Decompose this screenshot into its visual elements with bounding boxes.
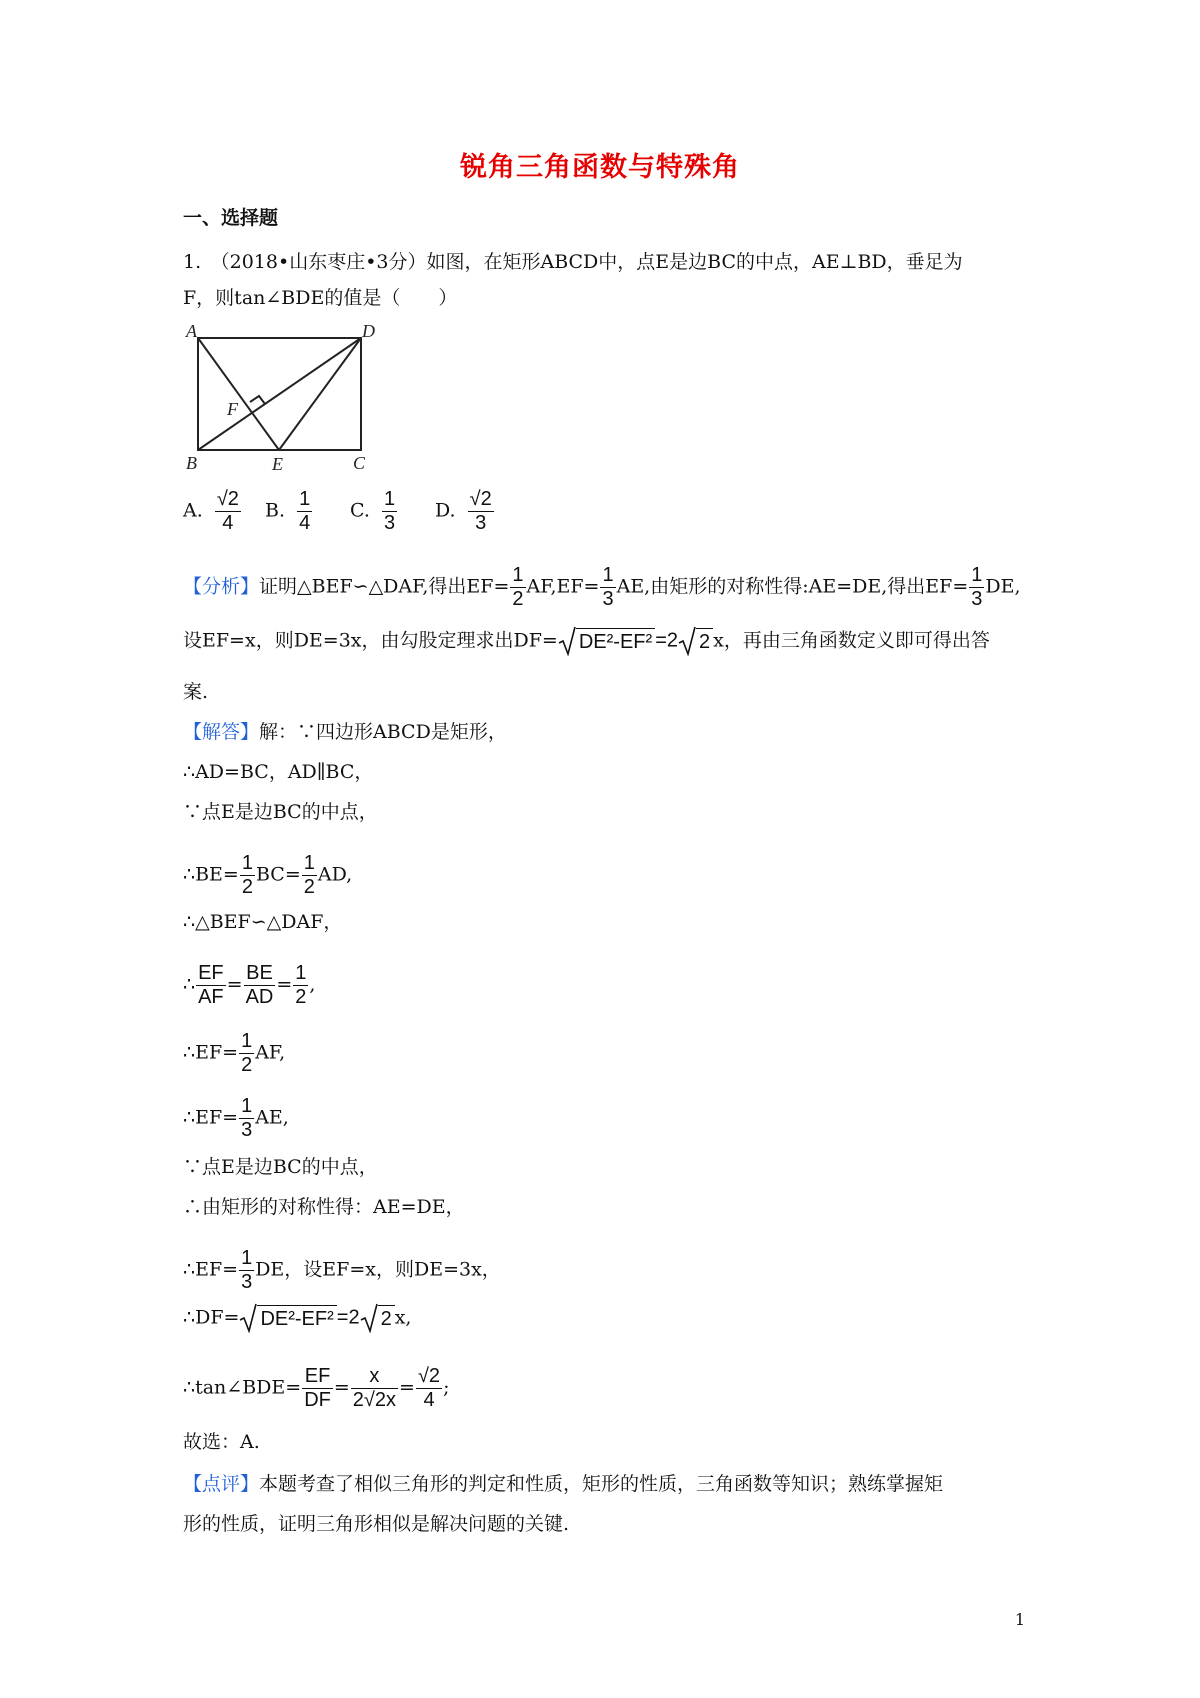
fraction-root2-4 <box>416 1365 442 1412</box>
denominator: 4 <box>423 1389 435 1411</box>
option-c-numerator: 1 <box>383 488 396 510</box>
solution-text: ∴DF= <box>183 1306 240 1329</box>
radicand: 2 <box>696 628 713 655</box>
option-b-numerator: 1 <box>299 488 311 510</box>
denominator: 3 <box>241 1271 253 1293</box>
numerator: 1 <box>971 564 983 586</box>
coefficient: =2 <box>655 629 678 652</box>
option-b[interactable] <box>265 488 313 535</box>
option-b-fraction <box>297 488 312 535</box>
analysis-text: AF,EF= <box>526 575 600 598</box>
comment-text: 本题考查了相似三角形的判定和性质，矩形的性质，三角函数等知识；熟练掌握矩 <box>259 1473 944 1495</box>
fraction-be-ad <box>244 962 276 1009</box>
fraction-third <box>969 564 984 611</box>
segment-de <box>279 338 361 450</box>
label-f: F <box>227 399 238 419</box>
label-e: E <box>272 454 283 472</box>
solution-text: DE，设EF=x，则DE=3x， <box>255 1258 501 1281</box>
option-c-denominator: 3 <box>383 512 396 534</box>
option-a-numerator: √2 <box>216 488 239 510</box>
analysis-text: 设EF=x，则DE=3x，由勾股定理求出DF= <box>183 629 558 652</box>
comment-line-2: 形的性质，证明三角形相似是解决问题的关键. <box>183 1513 570 1535</box>
solution-line-8 <box>183 1095 289 1142</box>
denominator: DF <box>304 1389 331 1411</box>
analysis-text: DE, <box>985 575 1021 598</box>
solution-text: ∴BE= <box>183 863 239 886</box>
numerator: 1 <box>241 1095 253 1117</box>
question-text-line-1: 1. （2018•山东枣庄•3分）如图，在矩形ABCD中，点E是边BC的中点，AE⊥BD，垂足为 <box>183 251 963 273</box>
page-title: 锐角三角函数与特殊角 <box>460 152 740 183</box>
solution-text: ∴EF= <box>183 1041 239 1064</box>
question-text-line-2: F，则tan∠BDE的值是（ ） <box>183 287 458 309</box>
comment-line-1 <box>183 1472 943 1496</box>
equals-sign: = <box>226 973 243 996</box>
solution-text: ∴EF= <box>183 1106 239 1129</box>
solution-line-7 <box>183 1030 285 1077</box>
fraction-half <box>240 852 255 899</box>
fraction-x <box>351 1365 398 1412</box>
solution-text: 解：∵四边形ABCD是矩形， <box>259 721 507 743</box>
label-a: A <box>186 322 197 341</box>
right-angle-mark <box>250 396 265 404</box>
numerator: x <box>351 1365 398 1389</box>
solution-text: ∴tan∠BDE= <box>183 1376 302 1399</box>
solution-text: x, <box>394 1306 412 1329</box>
fraction-third <box>600 564 615 611</box>
option-a-fraction <box>215 488 241 535</box>
numerator: 1 <box>602 564 614 586</box>
sqrt-two <box>360 1305 395 1332</box>
numerator: EF <box>302 1365 333 1389</box>
solution-line-10: ∴由矩形的对称性得：AE=DE， <box>183 1196 465 1218</box>
sqrt-two <box>678 628 713 655</box>
solution-answer: 故选：A. <box>183 1431 260 1453</box>
option-a-denominator: 4 <box>222 512 234 534</box>
numerator: √2 <box>417 1365 441 1387</box>
equals-sign: = <box>276 973 293 996</box>
denominator: 2 <box>303 876 315 898</box>
option-a[interactable] <box>183 488 242 535</box>
page-number: 1 <box>1014 1610 1025 1629</box>
solution-line-2: ∴AD=BC，AD∥BC， <box>183 761 374 783</box>
option-d-fraction <box>468 488 494 535</box>
equals-sign: = <box>399 1376 415 1399</box>
label-b: B <box>186 453 197 472</box>
numerator: 1 <box>241 1030 253 1052</box>
solution-text: , <box>309 973 316 996</box>
radicand: 2 <box>378 1305 395 1332</box>
solution-tag: 【解答】 <box>183 721 260 743</box>
option-c-fraction <box>382 488 397 535</box>
radical-icon <box>360 1303 378 1333</box>
numerator: EF <box>198 962 224 984</box>
numerator: 1 <box>512 564 524 586</box>
option-b-denominator: 4 <box>299 512 311 534</box>
solution-line-3: ∵点E是边BC的中点， <box>183 801 378 823</box>
fraction-ef-af <box>196 962 226 1009</box>
solution-text: ∴EF= <box>183 1258 239 1281</box>
solution-text: AE, <box>255 1106 289 1129</box>
fraction-half <box>239 1030 254 1077</box>
numerator: 1 <box>303 852 315 874</box>
equals-sign: = <box>333 1376 350 1399</box>
section-heading: 一、选择题 <box>183 207 279 229</box>
denominator: 2 <box>512 588 524 610</box>
rectangle-figure <box>180 322 380 472</box>
radical-icon <box>239 1303 257 1333</box>
solution-line-6 <box>183 962 315 1009</box>
option-d-denominator: 3 <box>475 512 487 534</box>
denominator: 2 <box>295 986 307 1008</box>
radical-icon <box>558 626 576 656</box>
analysis-tag: 【分析】 <box>183 575 260 598</box>
label-c: C <box>353 453 366 472</box>
analysis-line-1 <box>183 564 1021 611</box>
denominator: 2√2x <box>352 1389 397 1411</box>
solution-line-4 <box>183 852 352 899</box>
fraction-half <box>302 852 317 899</box>
fraction-ef-df <box>302 1365 333 1412</box>
fraction-third <box>239 1247 254 1294</box>
segment-ae <box>198 338 279 450</box>
fraction-third <box>239 1095 254 1142</box>
denominator: 2 <box>241 876 253 898</box>
denominator: 2 <box>241 1054 253 1076</box>
fraction-half <box>510 564 525 611</box>
coefficient: =2 <box>336 1306 360 1329</box>
radical-icon <box>678 626 696 656</box>
option-a-label: A. <box>183 499 203 522</box>
sqrt-expression <box>239 1305 336 1332</box>
solution-text: AF, <box>255 1041 286 1064</box>
analysis-text: AE,由矩形的对称性得:AE=DE,得出EF= <box>616 575 969 598</box>
solution-text: BC= <box>255 863 301 886</box>
analysis-line-2 <box>183 628 990 655</box>
numerator: BE <box>244 962 276 986</box>
solution-line-11 <box>183 1247 501 1294</box>
option-d-label: D. <box>435 499 456 522</box>
option-b-label: B. <box>265 499 286 522</box>
radicand: DE²-EF² <box>257 1305 336 1332</box>
solution-line-9: ∵点E是边BC的中点， <box>183 1156 378 1178</box>
denominator: AF <box>198 986 224 1008</box>
solution-line-5: ∴△BEF∽△DAF， <box>183 911 343 933</box>
solution-line-1 <box>183 720 507 744</box>
radicand: DE²-EF² <box>576 628 655 655</box>
denominator: AD <box>245 986 274 1008</box>
option-d[interactable] <box>435 488 495 535</box>
numerator: 1 <box>241 852 253 874</box>
fraction-half <box>293 962 308 1009</box>
label-d: D <box>362 322 375 341</box>
comment-tag: 【点评】 <box>183 1473 260 1495</box>
option-c[interactable] <box>350 488 398 535</box>
numerator: 1 <box>295 962 307 984</box>
analysis-text: 证明△BEF∽△DAF,得出EF= <box>259 575 510 598</box>
solution-text: AD, <box>317 863 353 886</box>
solution-text: ∴ <box>183 973 196 996</box>
sqrt-expression <box>558 628 655 655</box>
option-d-numerator: √2 <box>469 488 492 510</box>
analysis-line-3: 案. <box>183 681 209 703</box>
solution-line-12 <box>183 1305 411 1332</box>
option-c-label: C. <box>350 499 370 522</box>
denominator: 3 <box>241 1119 253 1141</box>
denominator: 3 <box>971 588 983 610</box>
solution-line-13 <box>183 1365 449 1412</box>
analysis-text: x，再由三角函数定义即可得出答 <box>713 629 990 652</box>
diagonal-bd <box>198 338 361 450</box>
denominator: 3 <box>602 588 614 610</box>
numerator: 1 <box>241 1247 253 1269</box>
solution-text: ; <box>443 1376 450 1399</box>
